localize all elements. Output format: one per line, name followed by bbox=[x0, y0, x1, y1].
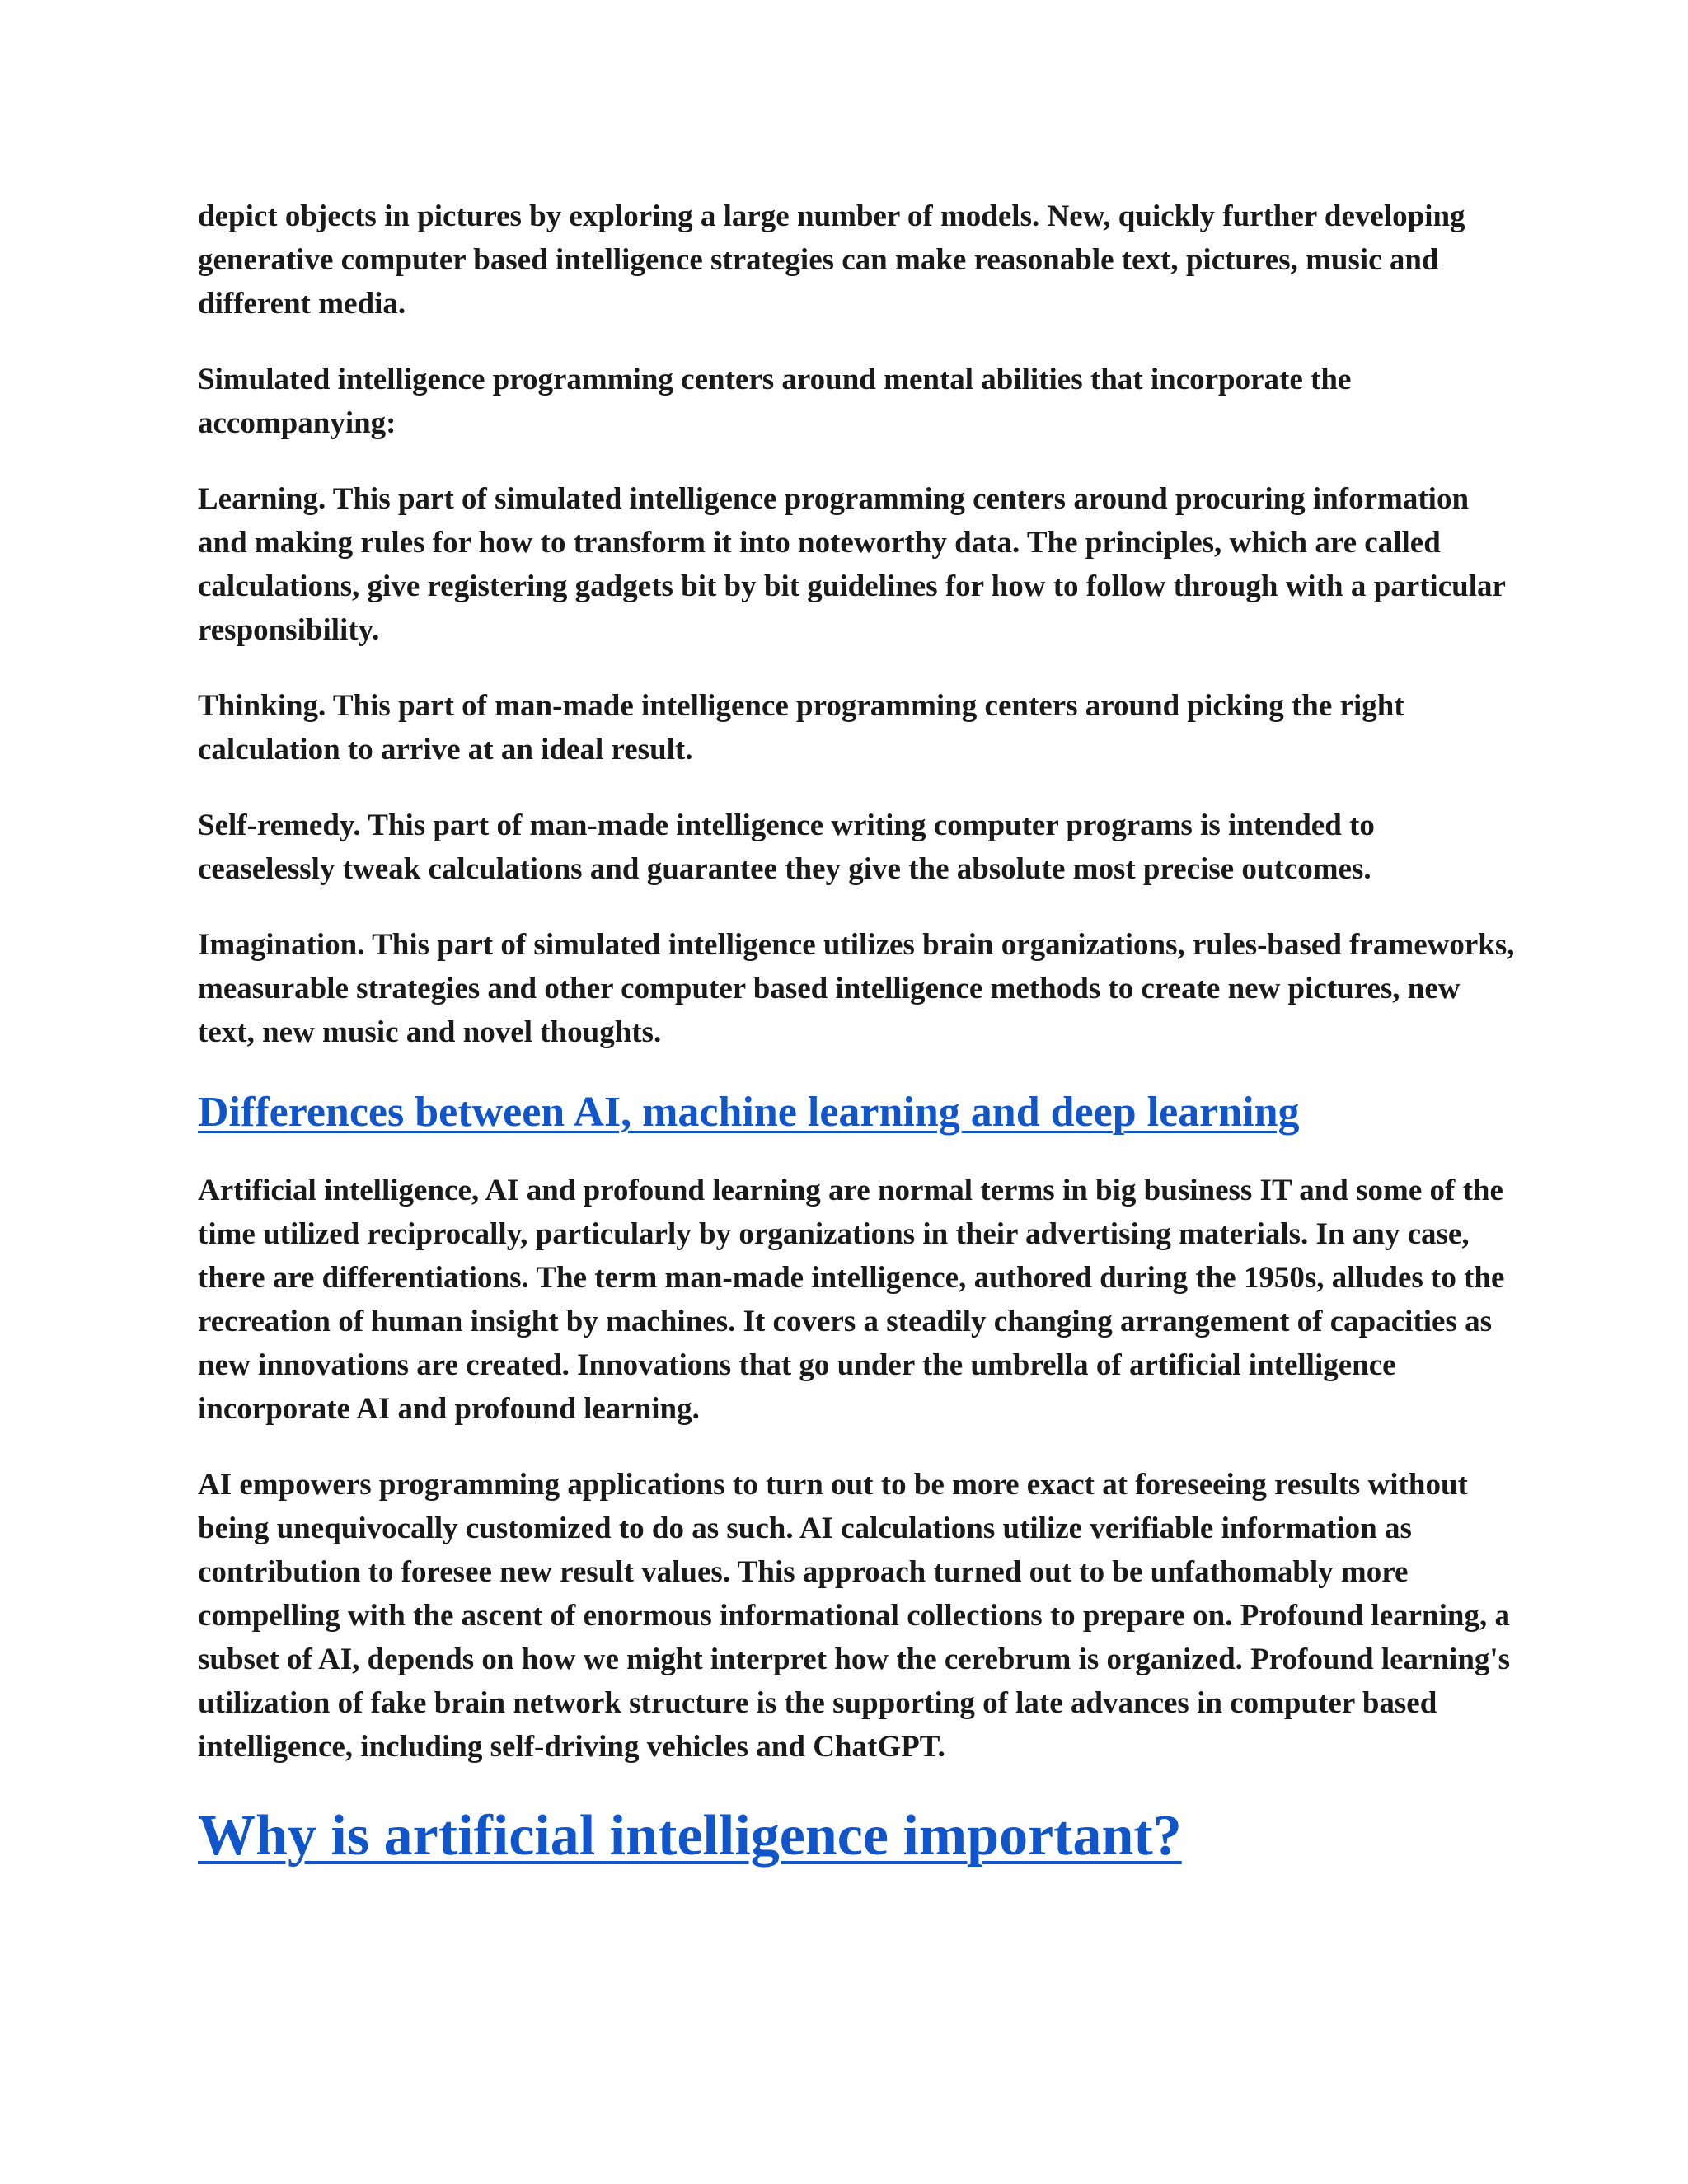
paragraph-self-remedy: Self-remedy. This part of man-made intelligence writing computer programs is intended to ceaselessly tweak calculations and guarantee they give the absolute most precise outcomes. bbox=[198, 808, 1375, 886]
paragraph-ai-empowers: AI empowers programming applications to turn out to be more exact at foreseeing results without being unequivocally customized to do as such. AI calculations utilize verifiable information as contribution to foresee new result values. This approach turned out to be unfathomably more compelling with the ascent of enormous informational collections to prepare on. Profound learning, a subset of AI, depends on how we might interpret how the cerebrum is organized. Profound learning's utilization of fake brain network structure is the supporting of late advances in computer based intelligence, including self-driving vehicles and ChatGPT. bbox=[198, 1468, 1511, 1764]
document-page bbox=[198, 194, 1517, 1871]
paragraph-learning: Learning. This part of simulated intelligence programming centers around procuring information and making rules for how to transform it into noteworthy data. The principles, which are called calculations, give registering gadgets bit by bit guidelines for how to follow through with a particular responsibility. bbox=[198, 482, 1506, 647]
heading-differences-link[interactable]: Differences between AI, machine learning and deep learning bbox=[198, 1089, 1300, 1136]
paragraph-imagination: Imagination. This part of simulated intelligence utilizes brain organizations, rules-based frameworks, measurable strategies and other computer based intelligence methods to create new pictures, new text, new music and novel thoughts. bbox=[198, 928, 1515, 1049]
paragraph-ai-terms: Artificial intelligence, AI and profound learning are normal terms in big business IT and some of the time utilized reciprocally, particularly by organizations in their advertising materials. In any case, there are differentiations. The term man-made intelligence, authored during the 1950s, alludes to the recreation of human insight by machines. It covers a steadily changing arrangement of capacities as new innovations are created. Innovations that go under the umbrella of artificial intelligence incorporate AI and profound learning. bbox=[198, 1174, 1505, 1426]
paragraph-mental-abilities: Simulated intelligence programming centers around mental abilities that incorporate the accompanying: bbox=[198, 363, 1352, 440]
heading-why-ai-important-link[interactable]: Why is artificial intelligence important? bbox=[198, 1804, 1182, 1868]
paragraph-intro: depict objects in pictures by exploring a large number of models. New, quickly further developing generative computer based intelligence strategies can make reasonable text, pictures, music and different media. bbox=[198, 199, 1465, 321]
paragraph-thinking: Thinking. This part of man-made intelligence programming centers around picking the right calculation to arrive at an ideal result. bbox=[198, 689, 1404, 766]
